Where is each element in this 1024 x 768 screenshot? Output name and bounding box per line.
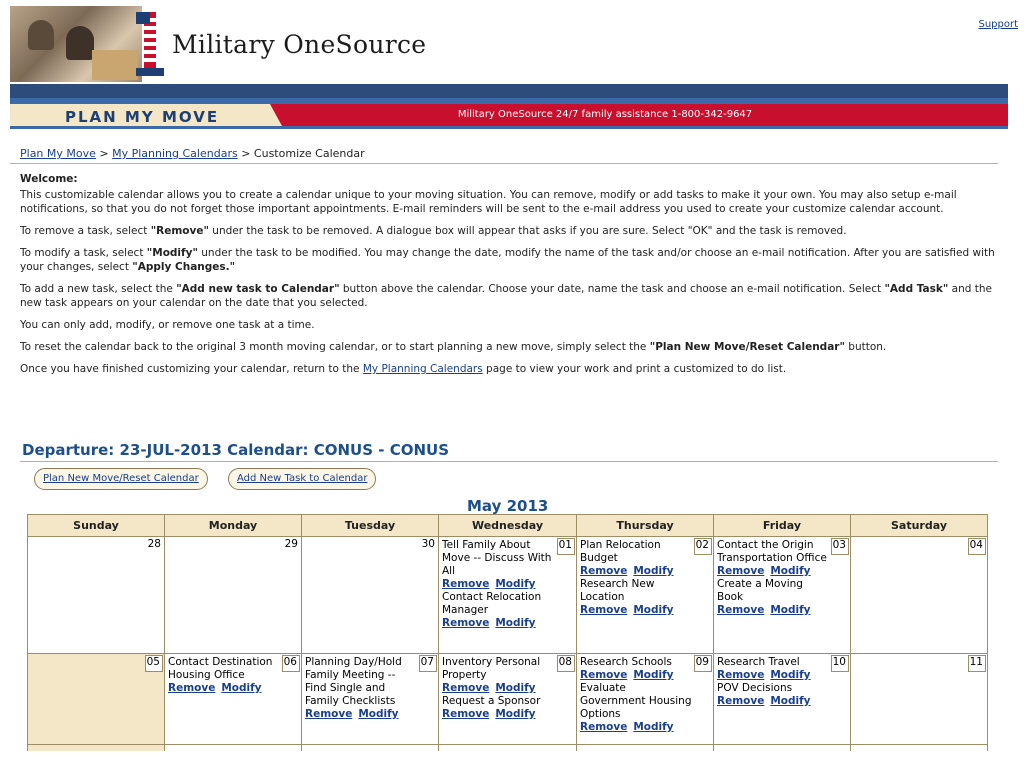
day-number: 04 [968,538,986,555]
breadcrumb-current: Customize Calendar [253,147,365,160]
day-number: 29 [284,538,298,550]
calendar-week-row [28,745,988,751]
day-header-monday: Monday [165,515,302,537]
modify-task-link[interactable]: Modify [770,695,811,707]
logo-flag-one-icon [130,10,170,78]
calendar-task [714,654,850,682]
remove-task-link[interactable]: Remove [717,565,765,577]
calendar-task [577,682,713,734]
day-number: 09 [694,655,712,672]
add-instructions: To add a new task, select the "Add new task to Calendar" button above the calendar. Choose your date, name the task and choose an e-mail notification. Select "Add Task" and the new task appears on your calendar on the date that you selected. [20,283,993,309]
calendar-day-cell [439,745,577,751]
calendar-day-cell [165,537,302,654]
task-name: Research Travel [717,656,800,668]
day-header-tuesday: Tuesday [302,515,439,537]
day-header-wednesday: Wednesday [439,515,577,537]
calendar-task [439,537,576,591]
divider [20,461,998,462]
task-name: Contact Destination Housing Office [168,656,273,681]
departure-heading: Departure: 23-JUL-2013 Calendar: CONUS - CONUS [22,441,450,459]
day-number: 08 [557,655,575,672]
banner-rule [10,126,1008,142]
calendar-task [714,682,850,708]
remove-instructions: To remove a task, select "Remove" under the task to be removed. A dialogue box will appear that asks if you are sure. Select "OK" and the task is removed. [20,225,847,237]
remove-task-link[interactable]: Remove [442,578,490,590]
remove-task-link[interactable]: Remove [442,708,490,720]
day-number: 03 [831,538,849,555]
remove-task-link[interactable]: Remove [580,669,628,681]
calendar-day-cell [851,745,988,751]
modify-instructions: To modify a task, select "Modify" under the task to be modified. You may change the date, modify the name of the task and/or choose an e-mail notification. After you are satisfied with your changes, select "Apply Changes." [20,247,995,273]
modify-task-link[interactable]: Modify [770,565,811,577]
remove-task-link[interactable]: Remove [717,695,765,707]
site-header [0,0,1024,84]
intro-paragraph: This customizable calendar allows you to create a calendar unique to your moving situation. You can remove, modify or add tasks to make it your own. You may also setup e-mail notifications, so that you do not forget those important appointments. E-mail reminders will be sent to the e-mail address you used to create your customize calendar account. [20,189,957,215]
modify-task-link[interactable]: Modify [495,617,536,629]
finish-instructions: Once you have finished customizing your calendar, return to the My Planning Calendars page to view your work and print a customized to do list. [20,363,787,375]
day-header-saturday: Saturday [851,515,988,537]
task-name: POV Decisions [717,682,793,694]
modify-task-link[interactable]: Modify [358,708,399,720]
assistance-bar: Military OneSource 24/7 family assistance 1-800-342-9647 [282,104,1008,126]
add-new-task-button[interactable]: Add New Task to Calendar [228,468,376,490]
modify-task-link[interactable]: Modify [633,565,674,577]
intro-content [20,172,1010,384]
breadcrumb-my-planning-calendars[interactable]: My Planning Calendars [112,147,238,160]
calendar-day-cell [165,654,302,745]
breadcrumb: Plan My Move > My Planning Calendars > Customize Calendar [20,147,365,160]
calendar-day-cell [577,654,714,745]
task-name: Tell Family About Move -- Discuss With All [442,539,552,577]
calendar-task [302,654,438,721]
remove-task-link[interactable]: Remove [442,682,490,694]
calendar-task [439,591,576,630]
task-name: Inventory Personal Property [442,656,541,681]
calendar-task [577,654,713,682]
welcome-heading: Welcome: [20,173,78,185]
day-number: 02 [694,538,712,555]
header-band [10,84,1008,98]
divider [10,163,998,164]
task-name: Research New Location [580,578,655,603]
day-number: 30 [421,538,435,550]
modify-task-link[interactable]: Modify [495,708,536,720]
calendar-task [714,537,850,578]
remove-task-link[interactable]: Remove [717,669,765,681]
calendar-day-cell [577,745,714,751]
task-name: Request a Sponsor [442,695,541,707]
calendar-week-row [28,654,988,745]
support-link[interactable]: Support [978,19,1018,30]
calendar-task [714,578,850,617]
plan-new-move-button[interactable]: Plan New Move/Reset Calendar [34,468,208,490]
day-number: 11 [968,655,986,672]
task-name: Contact the Origin Transportation Office [717,539,827,564]
task-name: Research Schools [580,656,672,668]
calendar-day-cell [28,537,165,654]
modify-task-link[interactable]: Modify [633,604,674,616]
remove-task-link[interactable]: Remove [717,604,765,616]
breadcrumb-plan-my-move[interactable]: Plan My Move [20,147,96,160]
calendar-day-cell [439,654,577,745]
remove-task-link[interactable]: Remove [305,708,353,720]
day-header-friday: Friday [714,515,851,537]
task-name: Evaluate Government Housing Options [580,682,692,720]
calendar-day-cell [165,745,302,751]
calendar-task [165,654,301,695]
modify-task-link[interactable]: Modify [770,669,811,681]
calendar-day-cell [439,537,577,654]
calendar-grid [27,514,988,751]
plan-my-move-title: PLAN MY MOVE [10,104,270,126]
calendar-day-cell [302,654,439,745]
calendar-header-row [28,515,988,537]
calendar-day-cell [714,537,851,654]
logo-photo [10,6,142,82]
day-number: 01 [557,538,575,555]
remove-task-link[interactable]: Remove [580,565,628,577]
task-name: Create a Moving Book [717,578,803,603]
one-task-note: You can only add, modify, or remove one task at a time. [20,319,315,331]
calendar-day-cell [851,654,988,745]
remove-task-link[interactable]: Remove [580,721,628,733]
calendar-day-cell [851,537,988,654]
day-number: 10 [831,655,849,672]
calendar-day-cell [714,745,851,751]
calendar-task [577,578,713,617]
remove-task-link[interactable]: Remove [442,617,490,629]
modify-task-link[interactable]: Modify [495,578,536,590]
task-name: Contact Relocation Manager [442,591,542,616]
day-header-thursday: Thursday [577,515,714,537]
modify-task-link[interactable]: Modify [495,682,536,694]
plan-my-move-banner [10,104,1008,126]
calendar-week-row [28,537,988,654]
task-name: Planning Day/Hold Family Meeting -- Find Single and Family Checklists [305,656,402,707]
modify-task-link[interactable]: Modify [770,604,811,616]
calendar-day-cell [714,654,851,745]
calendar-day-cell [28,745,165,751]
my-planning-calendars-link[interactable]: My Planning Calendars [362,363,483,375]
modify-task-link[interactable]: Modify [633,669,674,681]
calendar-task [439,695,576,721]
remove-task-link[interactable]: Remove [580,604,628,616]
calendar-task [439,654,576,695]
site-logo-text[interactable]: Military OneSource [172,30,427,59]
task-name: Plan Relocation Budget [580,539,661,564]
calendar-day-cell [302,537,439,654]
modify-task-link[interactable]: Modify [633,721,674,733]
reset-instructions: To reset the calendar back to the original 3 month moving calendar, or to start planning a new move, simply select the "Plan New Move/Reset Calendar" button. [20,341,887,353]
calendar-month-title: May 2013 [467,497,549,515]
day-number: 07 [419,655,437,672]
day-header-sunday: Sunday [28,515,165,537]
calendar-task [577,537,713,578]
calendar-day-cell [577,537,714,654]
modify-task-link[interactable]: Modify [221,682,262,694]
calendar-day-cell [302,745,439,751]
day-number: 28 [147,538,161,550]
remove-task-link[interactable]: Remove [168,682,216,694]
calendar-day-cell [28,654,165,745]
day-number: 06 [282,655,300,672]
day-number: 05 [145,655,163,672]
